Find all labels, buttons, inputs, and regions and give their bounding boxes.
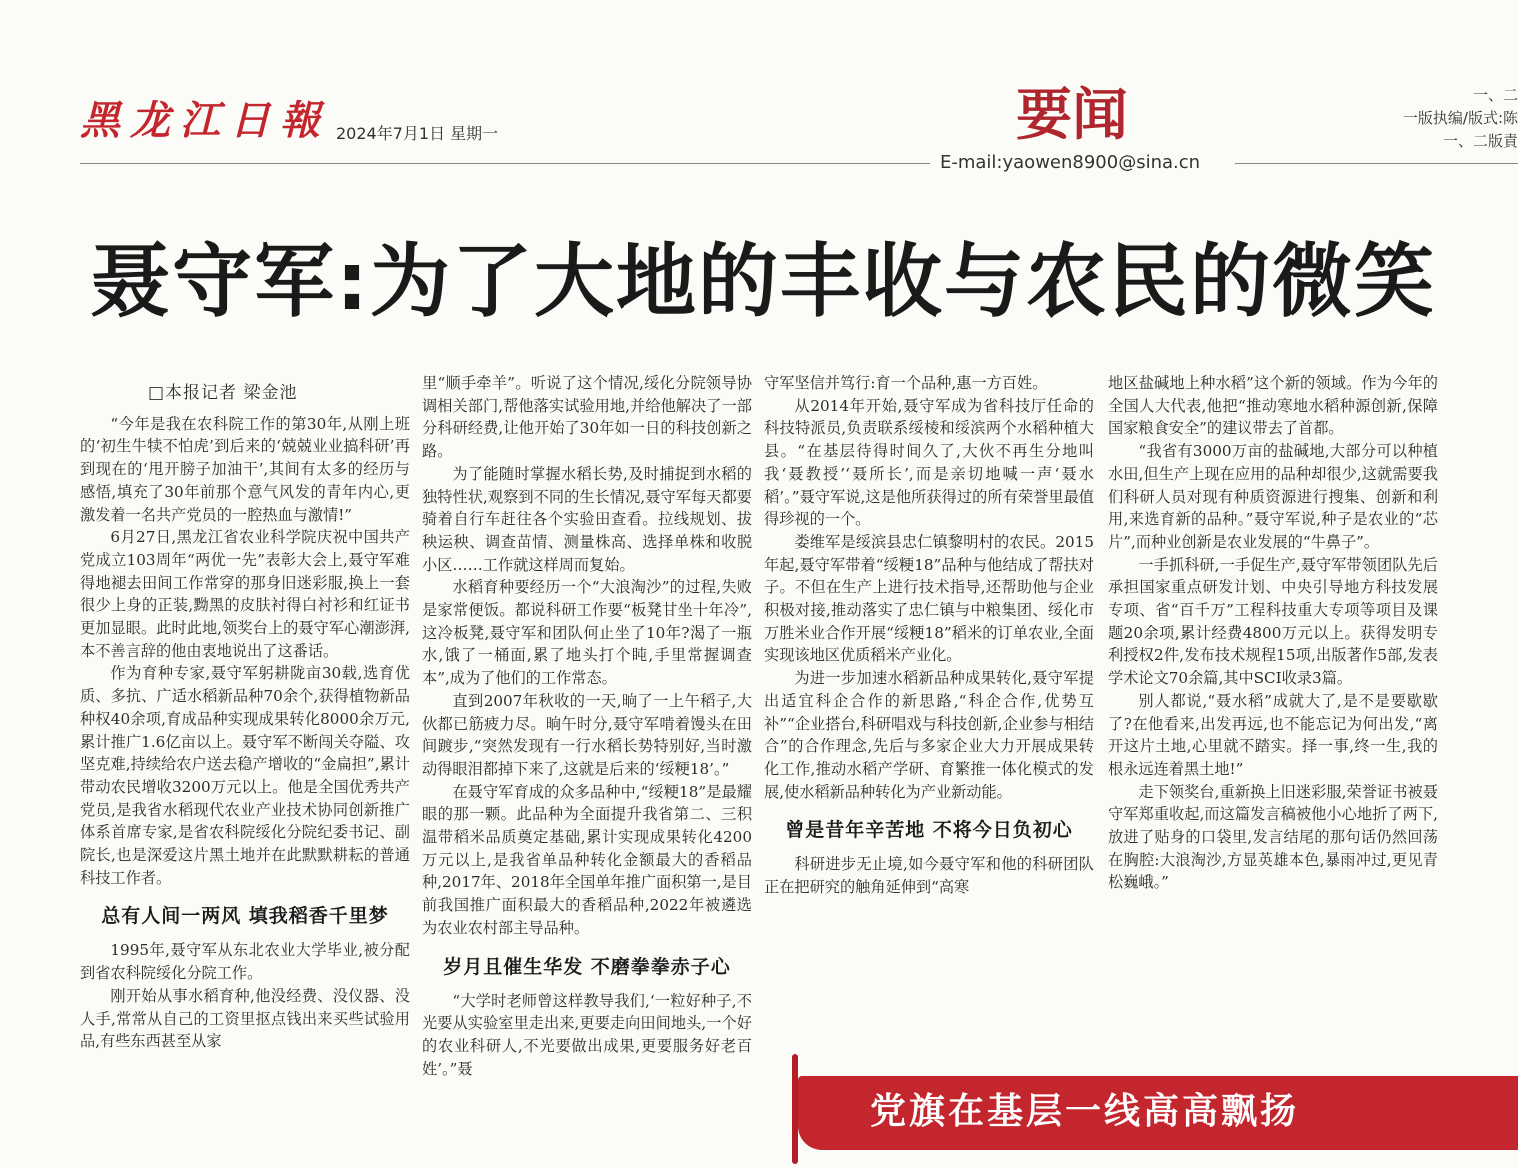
article-headline: 聂守军:为了大地的丰收与农民的微笑 bbox=[90, 235, 1436, 328]
subheading: 岁月且催生华发 不磨拳拳赤子心 bbox=[443, 955, 731, 978]
edition-line: 一版执编/版式:陈 bbox=[1402, 109, 1518, 127]
paragraph: 别人都说,“聂水稻”成就大了,是不是要歇歇了?在他看来,出发再远,也不能忘记为何出发,“离开这片土地,心里就不踏实。择一事,终一生,我的根永远连着黑土地!” bbox=[1108, 691, 1438, 778]
banner-title: 党旗在基层一线高高飘扬 bbox=[870, 1091, 1300, 1132]
party-flag-banner bbox=[790, 1054, 1518, 1164]
paragraph: 直到2007年秋收的一天,晌了一上午稻子,大伙都已筋疲力尽。晌午时分,聂守军啃着馒头在田间踱步,“突然发现有一行水稻长势特别好,当时激动得眼泪都掉下来了,这就是后来的‘绥粳18’。” bbox=[422, 691, 752, 778]
edition-line: 一、二 bbox=[1472, 86, 1518, 104]
header-divider bbox=[80, 163, 930, 164]
article-column-2 bbox=[422, 372, 752, 1168]
paragraph: 在聂守军育成的众多品种中,“绥粳18”是最耀眼的那一颗。此品种为全面提升我省第二、三积温带稻米品质奠定基础,累计实现成果转化4200万元以上,是我省单品种转化金额最大的香稻品种,2017年、2018年全国单年推广面积第一,是目前我国推广面积最大的香稻品种,2022年被遴选为农业农村部主导品种。 bbox=[422, 782, 752, 937]
paragraph: 6月27日,黑龙江省农业科学院庆祝中国共产党成立103周年“两优一先”表彰大会上,聂守军难得地褪去田间工作常穿的那身旧迷彩服,换上一套很少上身的正装,黝黑的皮肤衬得白衬衫和红证书更加显眼。此时此地,领奖台上的聂守军心潮澎湃,本不善言辞的他由衷地说出了这番话。 bbox=[80, 528, 410, 660]
paragraph: 守军坚信并笃行:育一个品种,惠一方百姓。 bbox=[764, 374, 1048, 392]
paragraph: 娄维军是绥滨县忠仁镇黎明村的农民。2015年起,聂守军带着“绥粳18”品种与他结成了帮扶对子。不但在生产上进行技术指导,还帮助他与企业积极对接,推动落实了忠仁镇与中粮集团、绥化市万胜米业合作开展“绥粳18”稻米的订单农业,全面实现该地区优质稻米产业化。 bbox=[764, 532, 1094, 665]
paragraph: “今年是我在农科院工作的第30年,从刚上班的‘初生牛犊不怕虎’到后来的‘兢兢业业搞科研’再到现在的‘甩开膀子加油干’,其间有太多的经历与感悟,填充了30年前那个意气风发的青年内心,更激发着一名共产党员的一腔热血与激情!” bbox=[80, 414, 410, 524]
edition-info bbox=[1388, 84, 1518, 153]
paragraph: 1995年,聂守军从东北农业大学毕业,被分配到省农科院绥化分院工作。 bbox=[80, 941, 410, 983]
paragraph: 水稻育种要经历一个“大浪淘沙”的过程,失败是家常便饭。都说科研工作要“板凳甘坐十年冷”,这冷板凳,聂守军和团队何止坐了10年?渴了一瓶水,饿了一桶面,累了地头打个盹,手里常握调查本”,成为了他们的工作常态。 bbox=[422, 578, 752, 688]
paragraph: 里“顺手牵羊”。听说了这个情况,绥化分院领导协调相关部门,帮他落实试验用地,并给他解决了一部分科研经费,让他开始了30年如一日的科技创新之路。 bbox=[422, 374, 752, 461]
header-divider-right bbox=[1235, 163, 1518, 164]
paragraph: “我省有3000万亩的盐碱地,大部分可以种植水田,但生产上现在应用的品种却很少,这就需要我们科研人员对现有种质资源进行搜集、创新和利用,来选育新的品种。”聂守军说,种子是农业的“芯片”,而种业创新是农业发展的“牛鼻子”。 bbox=[1108, 442, 1438, 551]
issue-date: 2024年7月1日 星期一 bbox=[336, 124, 499, 143]
subheading: 总有人间一两风 填我稻香千里梦 bbox=[101, 905, 389, 928]
paragraph: 地区盐碱地上种水稻”这个新的领域。作为今年的全国人大代表,他把“推动寒地水稻种源创新,保障国家粮食安全”的建议带去了首都。 bbox=[1108, 374, 1438, 438]
subheading: 曾是昔年辛苦地 不将今日负初心 bbox=[785, 819, 1073, 842]
paragraph: 走下领奖台,重新换上旧迷彩服,荣誉证书被聂守军郑重收起,而这篇发言稿被他小心地折了两下,放进了贴身的口袋里,发言结尾的那句话仍然回荡在胸腔:大浪淘沙,方显英雄本色,暴雨冲过,更见青松巍峨。” bbox=[1108, 782, 1438, 892]
article-column-3 bbox=[764, 372, 1094, 1032]
paragraph: 科研进步无止境,如今聂守军和他的科研团队正在把研究的触角延伸到“高寒 bbox=[764, 855, 1094, 897]
paragraph: 从2014年开始,聂守军成为省科技厅任命的科技特派员,负责联系绥棱和绥滨两个水稻种植大县。“在基层待得时间久了,大伙不再生分地叫我‘聂教授’‘聂所长’,而是亲切地喊一声‘聂水稻’。”聂守军说,这是他所获得过的所有荣誉里最值得珍视的一个。 bbox=[764, 396, 1094, 529]
paragraph: 为进一步加速水稻新品种成果转化,聂守军提出适宜科企合作的新思路,“科企合作,优势互补”“企业搭台,科研唱戏与科技创新,企业参与相结合”的合作理念,先后与多家企业大力开展成果转化工作,推动水稻产学研、育繁推一体化模式的发展,使水稻新品种转化为产业新动能。 bbox=[764, 669, 1094, 801]
edition-line: 一、二版責 bbox=[1442, 132, 1518, 150]
newspaper-logo: 黑龙江日報 bbox=[80, 97, 330, 144]
article-column-4 bbox=[1108, 372, 1438, 1032]
paragraph: 一手抓科研,一手促生产,聂守军带领团队先后承担国家重点研发计划、中央引导地方科技发展专项、省“百千万”工程科技重大专项等项目及课题20余项,累计经费4800万元以上。获得发明专利授权2件,发布技术规程15项,出版著作5部,发表学术论文70余篇,其中SCI收录3篇。 bbox=[1108, 555, 1438, 688]
article-column-1 bbox=[80, 372, 410, 1168]
section-title: 要闻 bbox=[1016, 82, 1128, 148]
paragraph: 刚开始从事水稻育种,他没经费、没仪器、没人手,常常从自己的工资里抠点钱出来买些试验用品,有些东西甚至从家 bbox=[80, 986, 410, 1051]
paragraph: 为了能随时掌握水稻长势,及时捕捉到水稻的独特性状,观察到不同的生长情况,聂守军每天都要骑着自行车赶往各个实验田查看。拉线规划、拔秧运秧、调查苗情、测量株高、选择单株和收脱小区……工作就这样周而复始。 bbox=[422, 464, 752, 574]
paragraph: 作为育种专家,聂守军躬耕陇亩30载,选育优质、多抗、广适水稻新品种70余个,获得植物新品种权40余项,育成品种实现成果转化8000余万元,累计推广1.6亿亩以上。聂守军不断闯关夺隘、攻坚克难,持续给农户送去稳产增收的“金扁担”,累计带动农民增收3200万元以上。他是全国优秀共产党员,是我省水稻现代农业产业技术协同创新推广体系首席专家,是省农科院绥化分院纪委书记、副院长,也是深爱这片黑土地并在此默默耕耘的普通科技工作者。 bbox=[80, 664, 410, 887]
article-byline: □本报记者 梁金池 bbox=[148, 383, 298, 403]
section-email: E-mail:yaowen8900@sina.cn bbox=[940, 152, 1201, 173]
paragraph: “大学时老师曾这样教导我们,‘一粒好种子,不光要从实验室里走出来,更要走向田间地头,一个好的农业科研人,不光要做出成果,更要服务好老百姓’。”聂 bbox=[422, 991, 752, 1078]
